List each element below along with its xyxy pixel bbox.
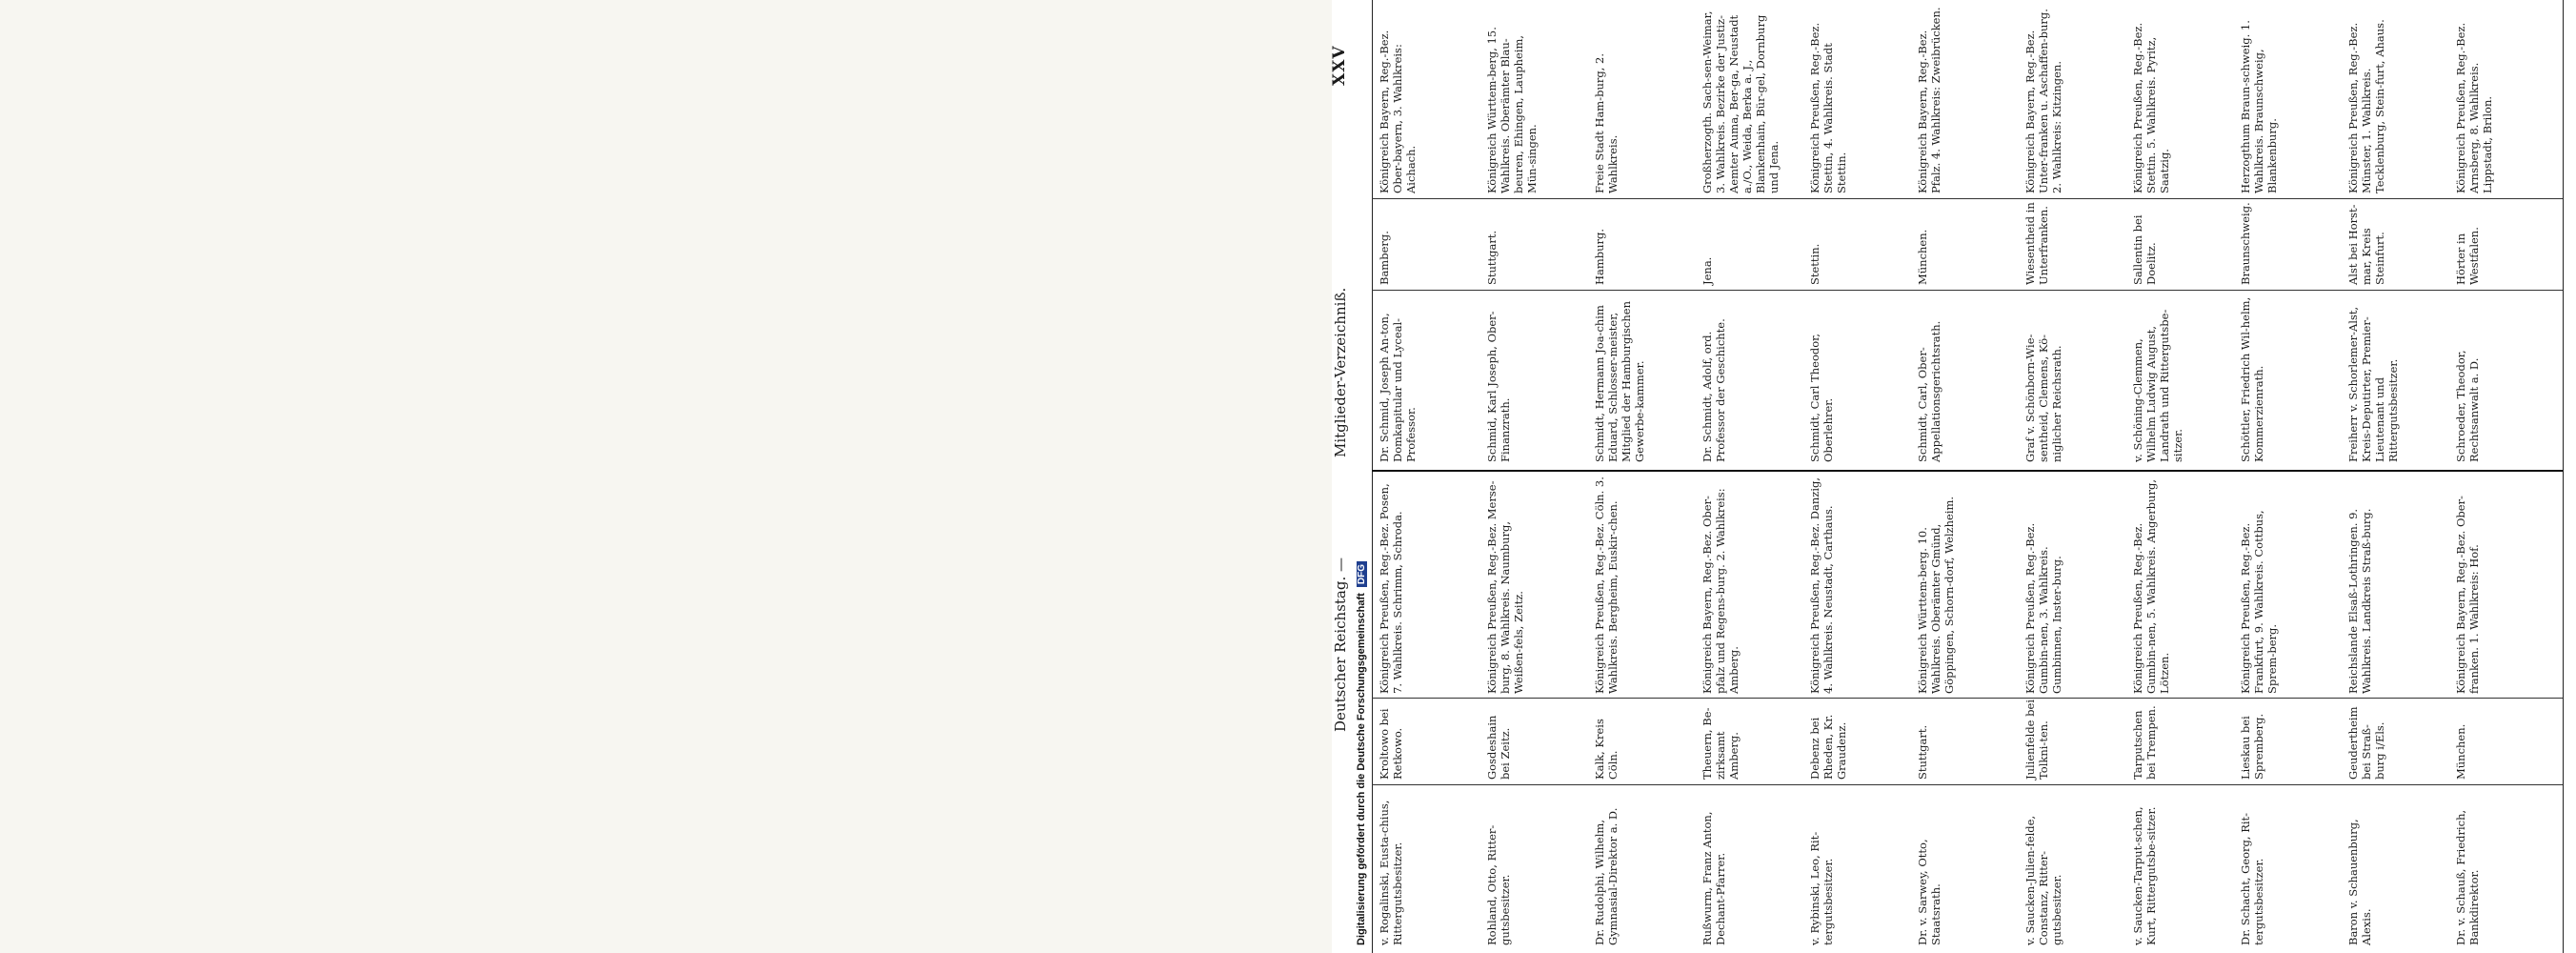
- member-constituency: Königreich Bayern, Reg.-Bez. Ober-bayern, 3. Wahlkreis: Aichach.: [1378, 30, 1418, 193]
- member-name: Dr. Rudolphi, Wilhelm, Gymnasial-Direktor a. D.: [1593, 807, 1620, 945]
- member-constituency: Königreich Preußen, Reg.-Bez. Gumbin-nen, 3. Wahlkreis. Gumbinnen, Inster-burg.: [2023, 522, 2063, 694]
- member-constituency: Königreich Preußen, Reg.-Bez. Stettin, 4. Wahlkreis. Stadt Stettin.: [1808, 22, 1848, 193]
- dfg-logo: DFG: [1357, 561, 1367, 587]
- member-residence: Hamburg.: [1593, 228, 1606, 285]
- member-name: Rußwurm, Franz Anton, Dechant-Pfarrer.: [1701, 811, 1727, 945]
- member-name: v. Saucken-Tarput-schen, Kurt, Rittergutsbe-sitzer.: [2131, 806, 2158, 945]
- member-residence: Gosdeshain bei Zeitz.: [1485, 715, 1512, 780]
- member-residence: Stuttgart.: [1916, 724, 1929, 780]
- rotated-page-content: [1318, 0, 2576, 953]
- member-name: Schmidt, Hermann Joa-chim Eduard, Schlosser-meister, Mitglied der Hamburgischen Gewerbe-kammer.: [1593, 301, 1646, 462]
- member-name: Schroeder, Theodor, Rechtsanwalt a. D.: [2454, 350, 2481, 462]
- member-name: Freiherr v. Schorlemer-Alst, Kreis-Deputirter, Premier-Lieutenant und Rittergutsbesitzer.: [2346, 306, 2400, 462]
- digitization-note-text: Digitalisierung gefördert durch die Deutsche Forschungsgemeinschaft: [1356, 593, 1367, 945]
- header-separator: —: [1332, 557, 1349, 572]
- left-title: Deutscher Reichstag.: [1332, 576, 1349, 732]
- member-constituency: Königreich Bayern, Reg.-Bez. Pfalz. 4. Wahlkreis: Zweibrücken.: [1916, 7, 1942, 193]
- member-constituency: Königreich Preußen, Reg.-Bez. Münster, 1. Wahlkreis. Tecklenburg, Stein-furt, Ahaus.: [2346, 19, 2386, 193]
- member-name: Rohland, Otto, Ritter-gutsbesitzer.: [1485, 824, 1512, 945]
- member-name: Dr. Schmid, Joseph An-ton, Domkapitular und Lyceal-Professor.: [1378, 313, 1418, 462]
- member-name: Dr. v. Sarwey, Otto, Staatsrath.: [1916, 839, 1942, 945]
- footer-rule: [2563, 0, 2564, 953]
- member-residence: Lieskau bei Spremberg.: [2239, 713, 2265, 780]
- member-name: Schöttler, Friedrich Wil-helm, Kommerzienrath.: [2239, 296, 2265, 462]
- member-constituency: Königreich Württem-berg. 10. Wahlkreis. Oberämter Gmünd, Göppingen, Schorn-dorf, Welzheim.: [1916, 496, 1956, 694]
- header-left: [1332, 558, 1349, 732]
- member-residence: Geudertheim bei Straß-burg i/Els.: [2346, 706, 2386, 780]
- member-residence: Kalk, Kreis Cöln.: [1593, 719, 1620, 780]
- member-residence: Theuern, Be-zirksamt Amberg.: [1701, 707, 1741, 780]
- member-constituency: Königreich Preußen, Reg.-Bez. Stettin. 5. Wahlkreis. Pyritz, Saatzig.: [2131, 22, 2171, 193]
- member-constituency: Königreich Preußen, Reg.-Bez. Cöln. 3. Wahlkreis. Bergheim, Euskir-chen.: [1593, 476, 1620, 694]
- member-name: Schmidt, Carl Theodor, Oberlehrer.: [1808, 333, 1835, 462]
- member-residence: Sallentin bei Doelitz.: [2131, 214, 2158, 285]
- member-constituency: Königreich Bayern, Reg.-Bez. Unter-franken u. Aschaffen-burg. 2. Wahlkreis: Kitzingen.: [2023, 9, 2063, 193]
- member-constituency: Königreich Württem-berg, 15. Wahlkreis. Oberämter Blau-beuren, Ehingen, Laupheim, Mün-singen.: [1485, 27, 1539, 193]
- member-residence: München.: [1916, 229, 1929, 285]
- member-constituency: Großherzogth. Sach-sen-Weimar, 3. Wahlkreis. Bezirke der Justiz-Aemter Auma, Ber-ga, Neustadt a./O., Weida, Berka a. J., Blankenhain, Bür-gel, Dornburg und Jena.: [1701, 10, 1781, 193]
- member-constituency: Königreich Preußen, Reg.-Bez. Gumbin-nen, 5. Wahlkreis. Angerburg, Lötzen.: [2131, 479, 2171, 694]
- member-constituency: Reichslande Elsaß-Lothringen. 9. Wahlkreis. Landkreis Straß-burg.: [2346, 508, 2373, 694]
- member-constituency: Königreich Bayern, Reg.-Bez. Ober-franken. 1. Wahlkreis: Hof.: [2454, 496, 2481, 694]
- member-residence: Bamberg.: [1378, 231, 1391, 285]
- member-residence: Braunschweig.: [2239, 202, 2252, 285]
- right-title: Mitglieder-Verzeichniß.: [1332, 287, 1349, 457]
- member-residence: Wiesentheid in Unterfranken.: [2023, 202, 2050, 285]
- member-name: Baron v. Schauenburg, Alexis.: [2346, 819, 2373, 945]
- member-residence: Kroltowo bei Retkowo.: [1378, 708, 1404, 780]
- member-residence: Jena.: [1701, 256, 1714, 285]
- member-residence: Hörter in Westfalen.: [2454, 227, 2481, 285]
- member-residence: München.: [2454, 723, 2467, 780]
- member-constituency: Freie Stadt Ham-burg, 2. Wahlkreis.: [1593, 52, 1620, 193]
- member-residence: Debenz bei Rheden, Kr. Graudenz.: [1808, 714, 1848, 780]
- member-constituency: Herzogthum Braun-schweig. 1. Wahlkreis. Braunschweig, Blankenburg.: [2239, 20, 2279, 193]
- member-name: Dr. Schacht, Georg, Rit-tergutsbesitzer.: [2239, 812, 2265, 945]
- member-residence: Julienfelde bei Tolkni-ten.: [2023, 700, 2050, 780]
- member-name: v. Rybinski, Leo, Rit-tergutsbesitzer.: [1808, 831, 1835, 945]
- member-name: Dr. v. Schauß, Friedrich, Bankdirektor.: [2454, 809, 2481, 945]
- member-residence: Stettin.: [1808, 243, 1821, 285]
- member-residence: Alst bei Horst-mar, Kreis Steinfurt.: [2346, 204, 2386, 285]
- member-residence: Stuttgart.: [1485, 230, 1499, 285]
- member-name: Schmid, Karl Joseph, Ober-Finanzrath.: [1485, 311, 1512, 462]
- member-constituency: Königreich Preußen, Reg.-Bez. Danzig, 4. Wahlkreis. Neustadt, Carthaus.: [1808, 476, 1835, 694]
- page-number: XXV: [1330, 45, 1349, 86]
- member-name: v. Schöning-Clemmen, Wilhelm Ludwig August, Landrath und Rittergutsbe-sitzer.: [2131, 309, 2184, 462]
- member-name: Dr. Schmidt, Adolf, ord. Professor der Geschichte.: [1701, 318, 1727, 462]
- member-name: Graf v. Schönborn-Wie-sentheid, Clemens, Kö-niglicher Reichsrath.: [2023, 334, 2063, 462]
- member-constituency: Königreich Bayern, Reg.-Bez. Ober-pfalz und Regens-burg. 2. Wahlkreis: Amberg.: [1701, 488, 1741, 694]
- member-constituency: Königreich Preußen, Reg.-Bez. Arnsberg, 8. Wahlkreis. Lippstadt, Brilon.: [2454, 22, 2494, 193]
- member-name: v. Saucken-Julien-felde, Constanz, Ritter-gutsbesitzer.: [2023, 815, 2063, 945]
- member-name: Schmidt, Carl, Ober-Appellationsgerichtsrath.: [1916, 320, 1942, 462]
- member-constituency: Königreich Preußen, Reg.-Bez. Posen, 7. Wahlkreis. Schrimm, Schroda.: [1378, 483, 1404, 694]
- column-divider: [1372, 290, 2563, 291]
- member-residence: Tarputschen bei Trempen.: [2131, 705, 2158, 780]
- member-constituency: Königreich Preußen, Reg.-Bez. Frankfurt, 9. Wahlkreis. Cottbus, Sprem-berg.: [2239, 510, 2279, 694]
- member-constituency: Königreich Preußen, Reg.-Bez. Merse-burg, 8. Wahlkreis. Naumburg, Weißen-fels, Zeitz.: [1485, 480, 1525, 694]
- header-rule: [1372, 0, 1373, 953]
- member-name: v. Rogalinski, Eusta-chius, Rittergutsbesitzer.: [1378, 800, 1404, 945]
- center-divider: [1372, 470, 2563, 472]
